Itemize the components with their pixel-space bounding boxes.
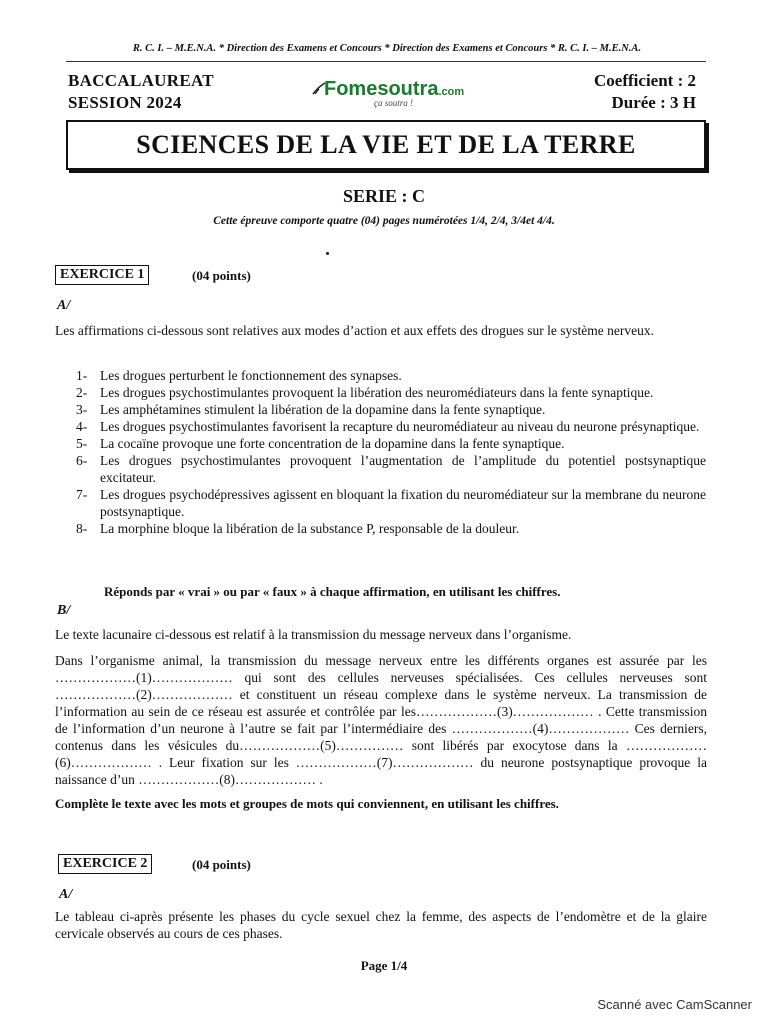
list-item: 5- La cocaïne provoque une forte concentration de la dopamine dans la fente synaptique. — [76, 436, 565, 451]
exercise-2-part-a-intro: Le tableau ci-après présente les phases du cycle sexuel chez la femme, des aspects de l’endomètre et de la glaire cervicale observés au cours de ces phases. — [55, 909, 707, 941]
pages-note: Cette épreuve comporte quatre (04) pages numérotées 1/4, 2/4, 3/4et 4/4. — [213, 215, 555, 227]
subject-title-box — [66, 120, 706, 170]
serie-label: SERIE : C — [342, 186, 426, 206]
ministry-header-line: R. C. I. – M.E.N.A. * Direction des Examens et Concours * Direction des Examens et Concours * R. C. I. – M.E.N.A. — [132, 43, 642, 54]
duration: Durée : 3 H — [611, 93, 696, 112]
exercise-1-points: (04 points) — [192, 268, 251, 283]
exercise-2-part-a-label: A/ — [59, 887, 73, 902]
logo-main-text: Fomesoutra — [324, 78, 439, 100]
scanner-watermark: Scanné avec CamScanner — [597, 997, 752, 1012]
exercise-1-part-b-intro: Le texte lacunaire ci-dessous est relatif à la transmission du message nerveux dans l’organisme. — [55, 627, 572, 642]
header-rule — [66, 61, 706, 62]
exercise-1-part-a-label: A/ — [57, 298, 71, 313]
gap-fill-text: Dans l’organisme animal, la transmission du message nerveux entre les différents organes est assurée par les ………………(1)……………… qui sont des cellules nerveuses spécialisées. Ces cellules nerveuses sont ………………(2)……………… et constituent un réseau complexe dans le système nerveux. La transmission de l’information au sein de ce réseau est assurée et contrôlée par les………………(3)……………… . Cette transmission de l’information d’un neurone à l’autre se fait par l’intermédiaire des ………………(4)……………… Ces derniers, contenus dans les vésicules du………………(5)…………… sont libérés par exocytose dans la ………………(6)……………… . Leur fixation sur les ………………(7)……………… du neurone postsynaptique provoque la naissance d’un ………………(8)……………… . — [55, 653, 707, 787]
part-b-instruction: Complète le texte avec les mots et groupes de mots qui conviennent, en utilisant les chiffres. — [55, 796, 559, 811]
fomesoutra-logo — [318, 78, 488, 108]
exam-session-block — [68, 70, 214, 114]
part-a-instruction: Réponds par « vrai » ou par « faux » à chaque affirmation, en utilisant les chiffres. — [104, 584, 561, 599]
coefficient: Coefficient : 2 — [594, 71, 696, 90]
exercise-2-label: EXERCICE 2 — [58, 854, 152, 874]
subject-title: SCIENCES DE LA VIE ET DE LA TERRE — [136, 130, 636, 159]
list-item: 2- Les drogues psychostimulantes provoquent la libération des neuromédiateurs dans la fente synaptique. — [76, 385, 654, 400]
list-item: 7- Les drogues psychodépressives agissent en bloquant la fixation du neuromédiateur sur la membrane du neurone postsynaptique. — [76, 487, 706, 519]
exam-session: SESSION 2024 — [68, 93, 182, 112]
list-item: 3- Les amphétamines stimulent la libération de la dopamine dans la fente synaptique. — [76, 402, 546, 417]
coefficient-block — [594, 70, 696, 114]
exercise-1-part-b-label: B/ — [57, 603, 71, 618]
exam-name: BACCALAUREAT — [68, 71, 214, 90]
list-item: 1- Les drogues perturbent le fonctionnement des synapses. — [76, 368, 402, 383]
list-item: 4- Les drogues psychostimulantes favorisent la recapture du neuromédiateur au niveau du neurone présynaptique. — [76, 419, 700, 434]
page-number: Page 1/4 — [360, 958, 408, 973]
exercise-2-points: (04 points) — [192, 857, 251, 872]
affirmations-list — [76, 367, 706, 537]
scan-speck — [326, 252, 329, 255]
exercise-1-part-a-intro: Les affirmations ci-dessous sont relatives aux modes d’action et aux effets des drogues sur le système nerveux. — [55, 323, 654, 338]
logo-slogan: ça soutra ! — [374, 98, 413, 108]
logo-tld: .com — [438, 86, 465, 98]
list-item: 8- La morphine bloque la libération de la substance P, responsable de la douleur. — [76, 521, 520, 536]
list-item: 6- Les drogues psychostimulantes provoquent l’augmentation de l’amplitude du potentiel postsynaptique excitateur. — [76, 453, 706, 485]
exercise-1-label: EXERCICE 1 — [55, 265, 149, 285]
